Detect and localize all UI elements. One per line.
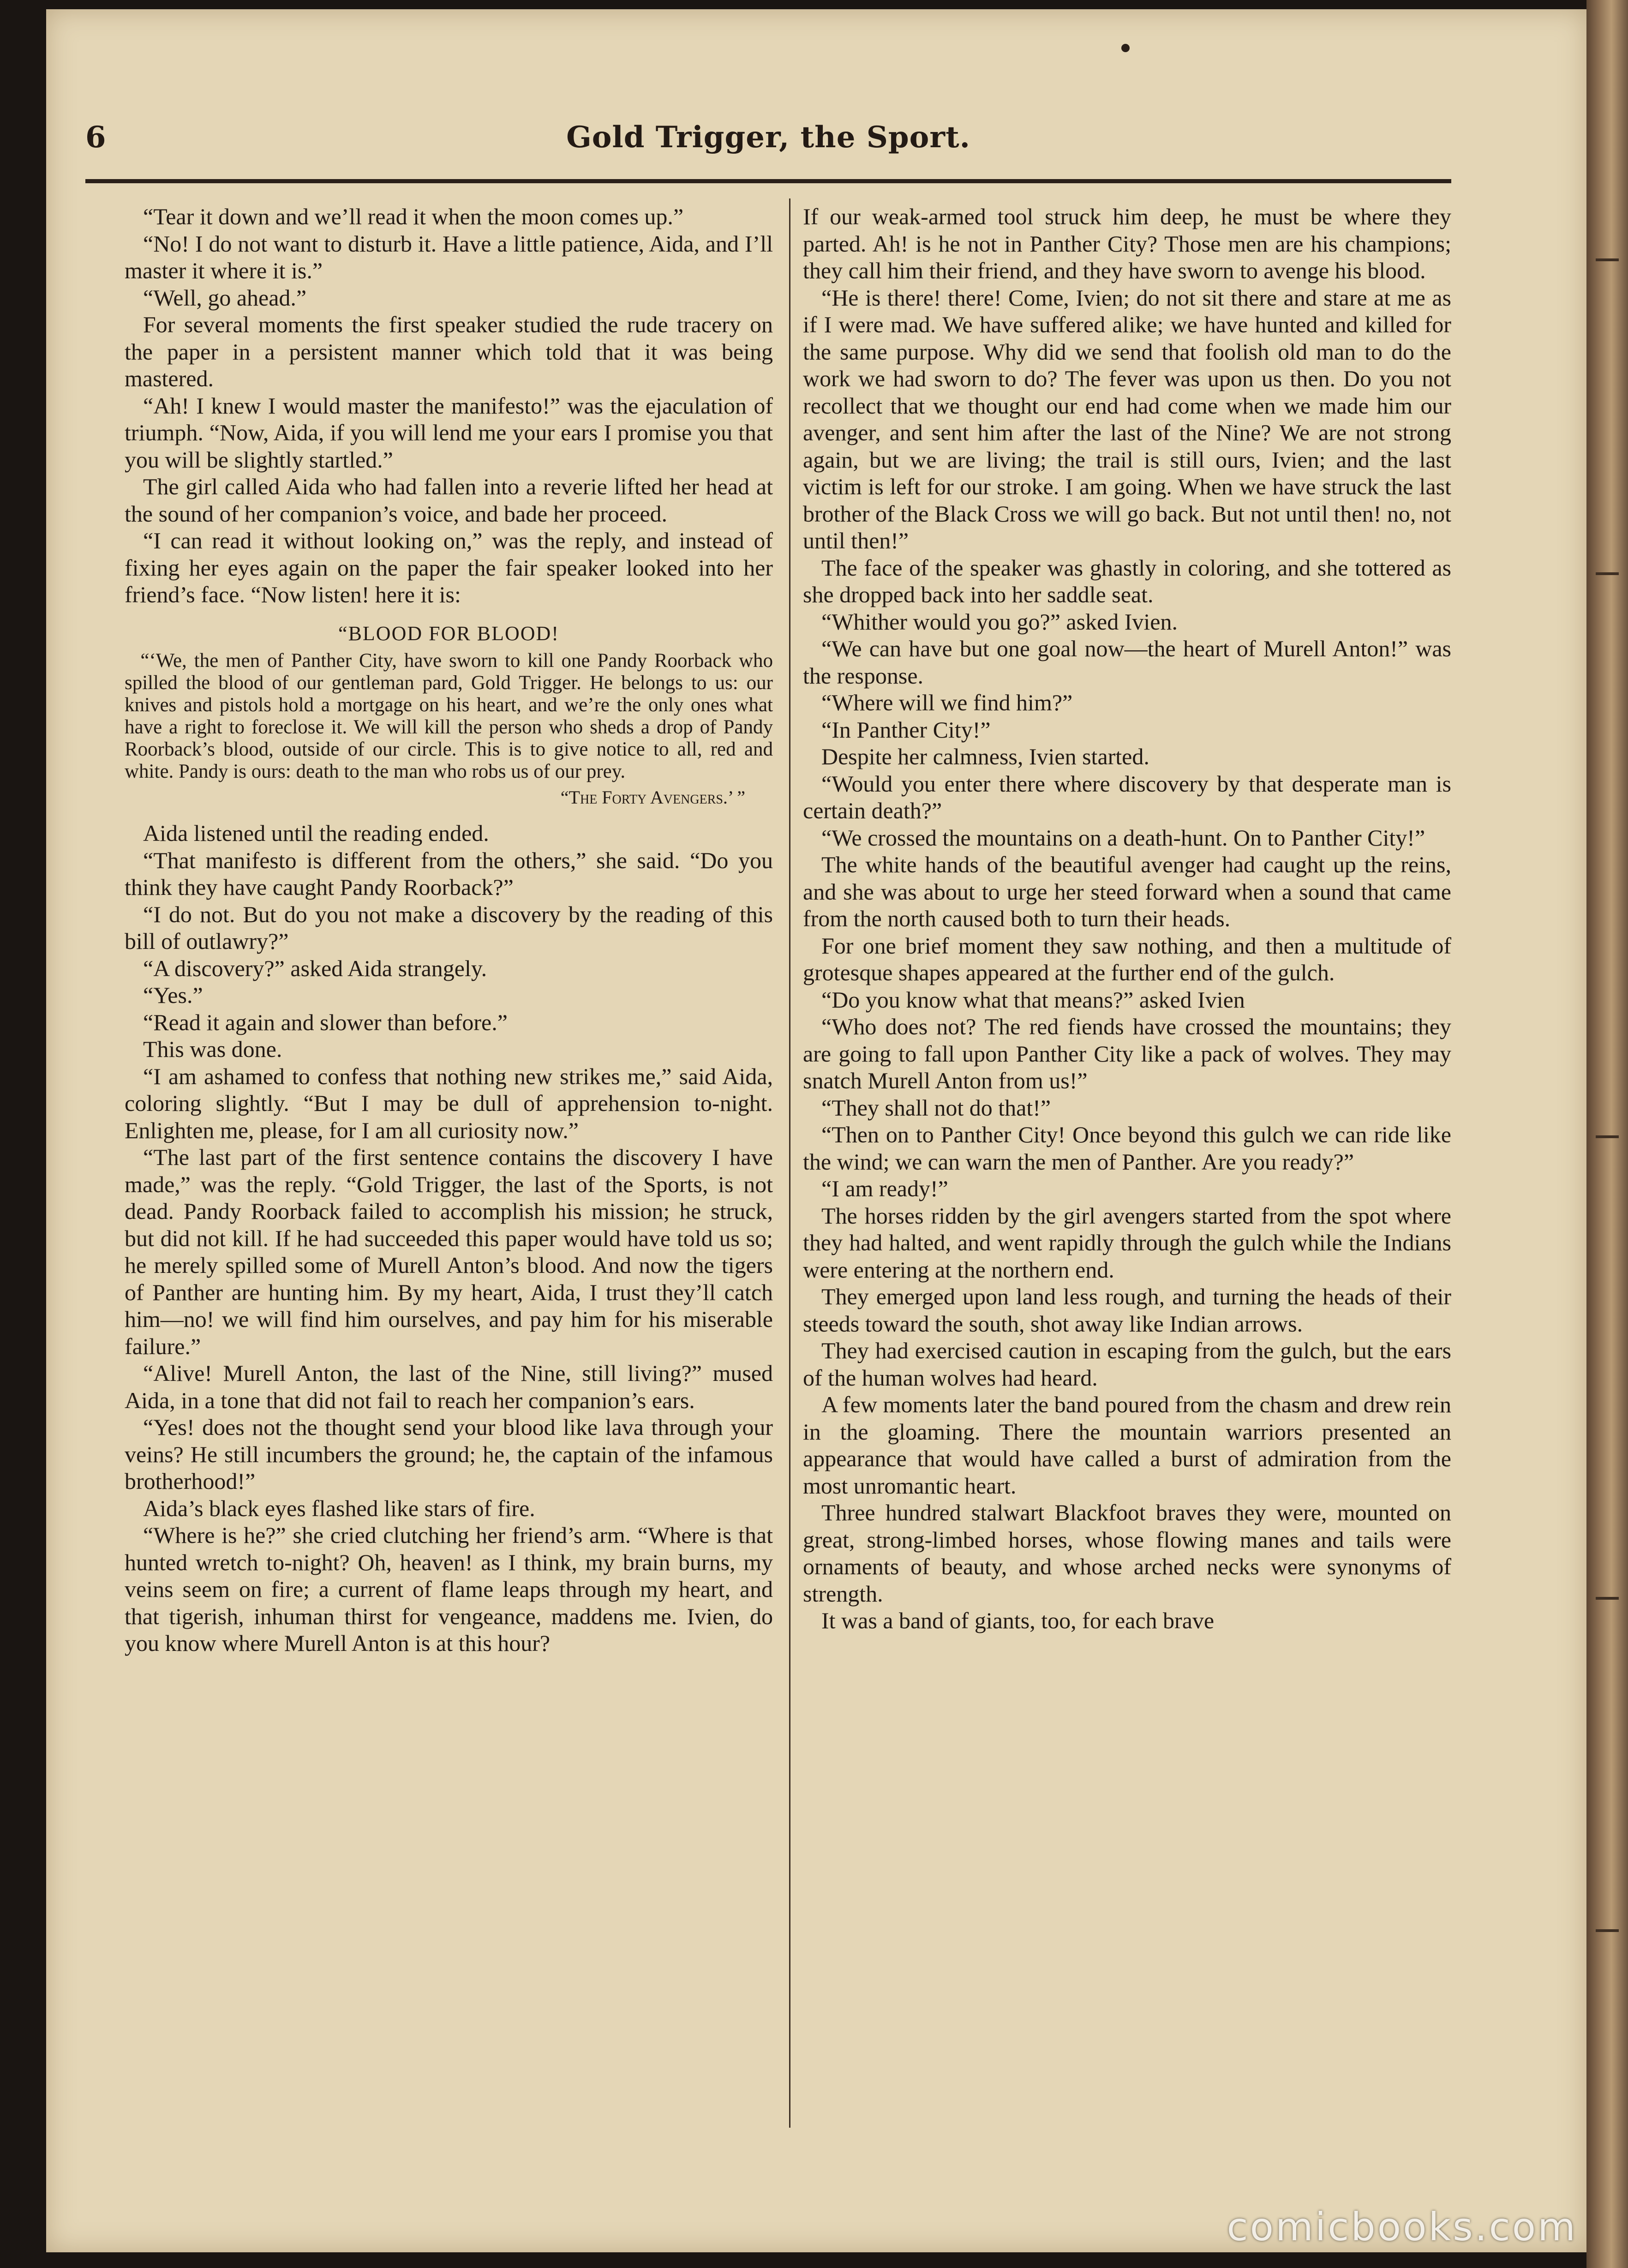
- ink-dot: [1121, 44, 1130, 52]
- paragraph: “Yes! does not the thought send your blood like lava through your veins? He still incumbers the ground; he, the captain of the infamous brotherhood!”: [125, 1414, 773, 1494]
- paragraph: “No! I do not want to disturb it. Have a little patience, Aida, and I’ll master it where it is.”: [125, 230, 773, 283]
- paragraph: A few moments later the band poured from the chasm and drew rein in the gloaming. There the mountain warriors presented an appearance that would have called a burst of admiration from the most unromantic heart.: [803, 1392, 1451, 1499]
- binding-notch: [1596, 1135, 1619, 1138]
- paragraph: “I can read it without looking on,” was the reply, and instead of fixing her eyes again on the paper the fair speaker looked into her friend’s face. “Now listen! here it is:: [125, 528, 773, 607]
- paragraph: “Do you know what that means?” asked Ivien: [821, 986, 1245, 1013]
- paragraph: “Yes.”: [143, 982, 203, 1008]
- watermark: comicbooks.com: [1227, 2204, 1577, 2250]
- paragraph: “I do not. But do you not make a discovery by the reading of this bill of outlawry?”: [125, 901, 773, 954]
- binding-notch: [1596, 572, 1619, 575]
- left-after-notice: [125, 820, 773, 1657]
- paragraph: “I am ashamed to confess that nothing new strikes me,” said Aida, coloring slightly. “But I may be dull of apprehension to-night. Enlighten me, please, for I am all curiosity now.”: [125, 1063, 773, 1143]
- paragraph: “Ah! I knew I would master the manifesto!” was the ejaculation of triumph. “Now, Aida, if you will lend me your ears I promise you that you will be slightly startled.”: [125, 392, 773, 473]
- paragraph: Aida’s black eyes flashed like stars of fire.: [143, 1495, 535, 1521]
- notice-signature: “The Forty Avengers.’ ”: [560, 787, 745, 808]
- paragraph: “Where will we find him?”: [821, 690, 1073, 715]
- notice-heading: “BLOOD FOR BLOOD!: [338, 622, 559, 645]
- header-rule: [85, 179, 1451, 183]
- paragraph: The girl called Aida who had fallen into a reverie lifted her head at the sound of her companion’s voice, and bade her proceed.: [125, 474, 773, 527]
- paragraph: If our weak-armed tool struck him deep, he must be where they parted. Ah! is he not in Panther City? Those men are his champions; they call him their friend, and they have sworn to avenge his blood.: [803, 204, 1451, 283]
- paragraph: “Alive! Murell Anton, the last of the Nine, still living?” mused Aida, in a tone that did not fail to reach her companion’s ears.: [125, 1360, 773, 1413]
- paragraph: The white hands of the beautiful avenger had caught up the reins, and she was about to urge her steed forward when a sound that came from the north caused both to turn their heads.: [803, 852, 1451, 931]
- binding-notch: [1596, 1929, 1619, 1932]
- left-column: [125, 203, 773, 1657]
- paragraph: “Well, go ahead.”: [143, 284, 307, 311]
- paragraph: This was done.: [143, 1036, 282, 1062]
- paragraph: “Would you enter there where discovery by that desperate man is certain death?”: [803, 770, 1451, 823]
- paragraph: They emerged upon land less rough, and turning the heads of their steeds toward the south, shot away like Indian arrows.: [803, 1284, 1451, 1337]
- paragraph: Despite her calmness, Ivien started.: [821, 744, 1149, 769]
- paragraph: “They shall not do that!”: [821, 1094, 1051, 1121]
- paragraph: “Whither would you go?” asked Ivien.: [821, 608, 1178, 635]
- page-header: [85, 120, 1451, 171]
- paragraph: “He is there! there! Come, Ivien; do not sit there and stare at me as if I were mad. We have suffered alike; we have hunted and killed for the same purpose. Why did we send that foolish old man to do the work we had sworn to do? The fever was upon us then. Do you not recollect that we thought our end had come when we made him our avenger, and sent him after the last of the Nine? We are not strong again, but we are living; the trail is still ours, Ivien; and the last victim is left for our stroke. I am going. When we have struck the last brother of the Black Cross we will go back. But not until then! no, not until then!”: [803, 284, 1451, 553]
- paragraph: Aida listened until the reading ended.: [143, 820, 489, 846]
- paragraph: “That manifesto is different from the others,” she said. “Do you think they have caught Pandy Roorback?”: [125, 847, 773, 900]
- paragraph: “Tear it down and we’ll read it when the moon comes up.”: [143, 204, 684, 229]
- paragraph: “Where is he?” she cried clutching her friend’s arm. “Where is that hunted wretch to-night? Oh, heaven! as I think, my brain burns, my veins seem on fire; a current of flame leaps through my heart, and that tigerish, inhuman thirst for vengeance, maddens me. Ivien, do you know where Murell Anton is at this hour?: [125, 1522, 773, 1656]
- column-divider: [789, 198, 790, 2128]
- running-head: Gold Trigger, the Sport.: [566, 120, 970, 155]
- paragraph: “Read it again and slower than before.”: [143, 1009, 508, 1035]
- notice-body: “‘We, the men of Panther City, have sworn to kill one Pandy Roorback who spilled the blood of our gentleman pard, Gold Trigger. He belongs to us: our knives and pistols hold a mortgage on his heart, and we’re the only ones what have a right to foreclose it. We will kill the person who sheds a drop of Pandy Roorback’s blood, outside of our circle. This is to give notice to all, red and white. Pandy is ours: death to the man who robs us of our prey.: [125, 650, 773, 782]
- paragraph: “I am ready!”: [821, 1176, 948, 1201]
- paragraph: “A discovery?” asked Aida strangely.: [143, 955, 487, 981]
- paragraph: The horses ridden by the girl avengers started from the spot where they had halted, and went rapidly through the gulch while the Indians were entering at the northern end.: [803, 1202, 1451, 1283]
- paragraph: “Then on to Panther City! Once beyond this gulch we can ride like the wind; we can warn the men of Panther. Are you ready?”: [803, 1122, 1451, 1175]
- page-number: 6: [85, 120, 106, 155]
- paragraph: “We crossed the mountains on a death-hunt. On to Panther City!”: [821, 824, 1425, 851]
- paragraph: The face of the speaker was ghastly in coloring, and she tottered as she dropped back into her saddle seat.: [803, 554, 1451, 607]
- paragraph: “Who does not? The red fiends have crossed the mountains; they are going to fall upon Panther City like a pack of wolves. They may snatch Murell Anton from us!”: [803, 1014, 1451, 1093]
- paragraph: It was a band of giants, too, for each brave: [821, 1608, 1215, 1633]
- paragraph: For several moments the first speaker studied the rude tracery on the paper in a persistent manner which told that it was being mastered.: [125, 312, 773, 391]
- page-edge: [1586, 0, 1628, 2268]
- binding-notch: [1596, 1597, 1619, 1600]
- paragraph: They had exercised caution in escaping from the gulch, but the ears of the human wolves had heard.: [803, 1338, 1451, 1391]
- right-column: [803, 203, 1451, 1634]
- left-before-notice: [125, 203, 773, 608]
- paragraph: “In Panther City!”: [821, 716, 991, 743]
- paragraph: For one brief moment they saw nothing, and then a multitude of grotesque shapes appeared at the further end of the gulch.: [803, 932, 1451, 985]
- right-paragraphs: [803, 203, 1451, 1634]
- paragraph: Three hundred stalwart Blackfoot braves they were, mounted on great, strong-limbed horses, whose flowing manes and tails were ornaments of beauty, and whose arched necks were synonyms of strength.: [803, 1500, 1451, 1607]
- binding-notch: [1596, 258, 1619, 261]
- paragraph: “We can have but one goal now—the heart of Murell Anton!” was the response.: [803, 636, 1451, 689]
- paragraph: “The last part of the first sentence contains the discovery I have made,” was the reply. “Gold Trigger, the last of the Sports, is not dead. Pandy Roorback failed to accomplish his mission; he struck, but did not kill. If he had succeeded this paper would have told us so; he merely spilled some of Murell Anton’s blood. And now the tigers of Panther are hunting him. By my heart, Aida, I trust they’ll catch him—no! we will find him ourselves, and pay him for his miserable failure.”: [125, 1144, 773, 1359]
